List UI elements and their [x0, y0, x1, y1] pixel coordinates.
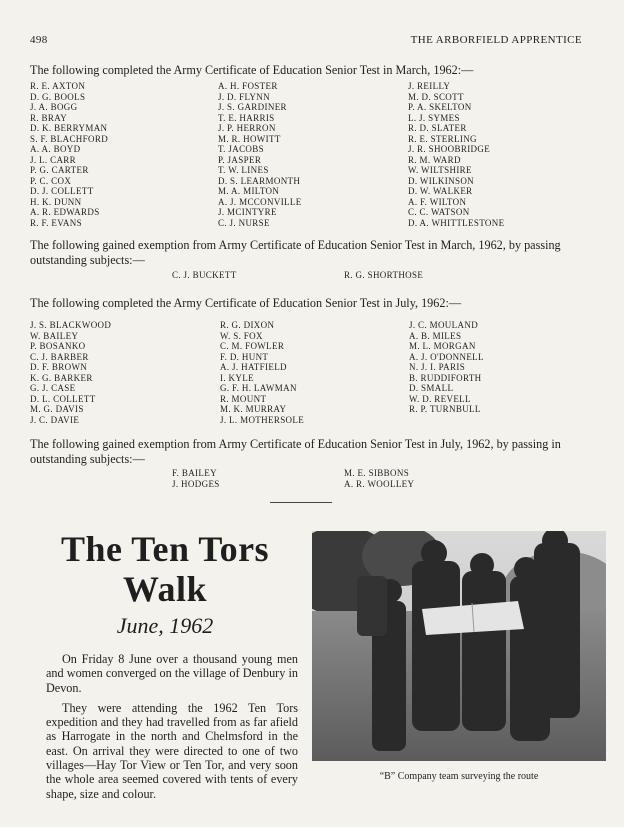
- name-entry: A. F. WILTON: [408, 196, 467, 207]
- name-entry: J. L. MOTHERSOLE: [220, 414, 305, 425]
- name-entry: W. BAILEY: [30, 330, 79, 341]
- july-completed-intro: The following completed the Army Certificate of Education Senior Test in July, 1962:—: [30, 296, 462, 310]
- name-entry: A. A. BOYD: [30, 144, 81, 154]
- name-entry: R. G. DIXON: [220, 320, 275, 330]
- name-entry: R. F. EVANS: [30, 217, 82, 228]
- july-exempt-column-1: [172, 468, 220, 489]
- names-column-2: [220, 320, 409, 425]
- exempt-name: M. E. SIBBONS: [344, 468, 410, 478]
- march-completed-intro: The following completed the Army Certificate of Education Senior Test in March, 1962:—: [30, 63, 474, 77]
- name-entry: H. K. DUNN: [30, 196, 82, 207]
- name-entry: D. S. LEARMONTH: [218, 175, 301, 186]
- name-entry: M. G. DAVIS: [30, 404, 84, 414]
- name-entry: R. P. TURNBULL: [409, 404, 481, 414]
- name-entry: R. E. AXTON: [30, 81, 86, 91]
- name-entry: P. G. CARTER: [30, 165, 89, 175]
- march-exempt-intro: The following gained exemption from Army Certificate of Education Senior Test in March, 1962, by passing outstanding subjects:—: [30, 238, 561, 267]
- name-entry: J. A. BOGG: [30, 102, 78, 112]
- name-entry: A. J. MCCONVILLE: [218, 196, 302, 207]
- name-entry: M. R. HOWITT: [218, 133, 281, 144]
- article-date: June, 1962: [116, 613, 214, 638]
- july-completed-names: [30, 320, 589, 425]
- name-entry: T. JACOBS: [218, 144, 264, 154]
- name-entry: W. WILTSHIRE: [408, 165, 472, 175]
- name-entry: K. G. BARKER: [30, 372, 93, 383]
- name-entry: J. L. CARR: [30, 154, 77, 165]
- name-entry: C. J. NURSE: [218, 217, 270, 228]
- name-entry: G. F. H. LAWMAN: [220, 383, 297, 393]
- name-entry: P. BOSANKO: [30, 341, 86, 351]
- article-paragraph: They were attending the 1962 Ten Tors expedition and they had travelled from as far afield as Harrogate in the north and Chelmsford in the east. On arrival they were directed to one of two villages—Hay Tor View or Ten Tor, and very soon the whole area seemed covered with tents of every shape, size and colour.: [46, 700, 298, 801]
- name-entry: D. WILKINSON: [408, 175, 475, 186]
- march-completed-names: [30, 81, 588, 228]
- name-entry: T. E. HARRIS: [218, 112, 275, 123]
- name-entry: C. C. WATSON: [408, 207, 470, 217]
- name-entry: D. A. WHITTLESTONE: [408, 217, 505, 228]
- name-entry: L. J. SYMES: [408, 112, 460, 123]
- name-entry: R. MOUNT: [220, 393, 267, 404]
- name-entry: A. H. FOSTER: [218, 81, 278, 91]
- name-entry: D. SMALL: [409, 383, 454, 393]
- name-entry: W. D. REVELL: [409, 393, 471, 404]
- name-entry: R. M. WARD: [408, 154, 461, 165]
- name-entry: G. J. CASE: [30, 383, 76, 393]
- names-column-1: [30, 81, 218, 228]
- names-column-1: [30, 320, 220, 425]
- name-entry: J. C. DAVIE: [30, 414, 80, 425]
- article-title-line-1: The Ten Tors: [60, 529, 270, 569]
- exempt-name: R. G. SHORTHOSE: [344, 270, 424, 280]
- name-entry: P. JASPER: [218, 154, 262, 165]
- name-entry: J. REILLY: [408, 81, 451, 91]
- july-exempt-column-2: [344, 468, 414, 489]
- section-divider: [270, 502, 332, 503]
- exempt-name: C. J. BUCKETT: [172, 270, 237, 280]
- name-entry: C. M. FOWLER: [220, 341, 285, 351]
- article-body: [46, 652, 298, 807]
- name-entry: J. S. BLACKWOOD: [30, 320, 112, 330]
- name-entry: J. S. GARDINER: [218, 102, 287, 112]
- name-entry: A. J. O'DONNELL: [409, 351, 484, 362]
- article-paragraph: On Friday 8 June over a thousand young men and women converged on the village of Denbury in Devon.: [46, 652, 298, 695]
- name-entry: R. BRAY: [30, 112, 68, 123]
- name-entry: B. RUDDIFORTH: [409, 372, 482, 383]
- name-entry: J. C. MOULAND: [409, 320, 479, 330]
- article-photo: [312, 531, 606, 761]
- article-title-line-2: Walk: [122, 569, 208, 609]
- name-entry: F. D. HUNT: [220, 351, 269, 362]
- name-entry: S. F. BLACHFORD: [30, 133, 109, 144]
- name-entry: R. D. SLATER: [408, 123, 467, 133]
- name-entry: P. C. COX: [30, 175, 72, 186]
- july-exempt-intro: The following gained exemption from Army Certificate of Education Senior Test in July, 1962, by passing in outstanding subjects:—: [30, 437, 561, 466]
- name-entry: J. P. HERRON: [218, 123, 276, 133]
- name-entry: J. MCINTYRE: [218, 207, 277, 217]
- journal-title: THE ARBORFIELD APPRENTICE: [410, 34, 582, 46]
- name-entry: N. J. I. PARIS: [409, 362, 466, 372]
- name-entry: D. L. COLLETT: [30, 393, 96, 404]
- name-entry: M. A. MILTON: [218, 186, 280, 196]
- name-entry: D. J. COLLETT: [30, 186, 94, 196]
- exempt-name: J. HODGES: [172, 478, 220, 489]
- name-entry: D. K. BERRYMAN: [30, 123, 108, 133]
- name-entry: J. R. SHOOBRIDGE: [408, 144, 491, 154]
- name-entry: A. B. MILES: [409, 330, 462, 341]
- name-entry: I. KYLE: [220, 372, 254, 383]
- name-entry: C. J. BARBER: [30, 351, 89, 362]
- names-column-2: [218, 81, 408, 228]
- name-entry: A. R. EDWARDS: [30, 207, 100, 217]
- name-entry: D. F. BROWN: [30, 362, 88, 372]
- running-header: [30, 34, 582, 50]
- name-entry: P. A. SKELTON: [408, 102, 472, 112]
- name-entry: W. S. FOX: [220, 330, 263, 341]
- name-entry: J. D. FLYNN: [218, 91, 270, 102]
- name-entry: D. W. WALKER: [408, 186, 473, 196]
- name-entry: A. J. HATFIELD: [220, 362, 287, 372]
- exempt-name: A. R. WOOLLEY: [344, 478, 415, 489]
- name-entry: D. G. BOOLS: [30, 91, 86, 102]
- photo-caption: “B” Company team surveying the route: [379, 771, 539, 782]
- name-entry: T. W. LINES: [218, 165, 269, 175]
- names-column-3: [409, 320, 589, 425]
- exempt-name: F. BAILEY: [172, 468, 217, 478]
- names-column-3: [408, 81, 588, 228]
- name-entry: M. L. MORGAN: [409, 341, 476, 351]
- name-entry: R. E. STERLING: [408, 133, 477, 144]
- page-number: 498: [30, 34, 48, 46]
- name-entry: M. K. MURRAY: [220, 404, 287, 414]
- name-entry: M. D. SCOTT: [408, 91, 464, 102]
